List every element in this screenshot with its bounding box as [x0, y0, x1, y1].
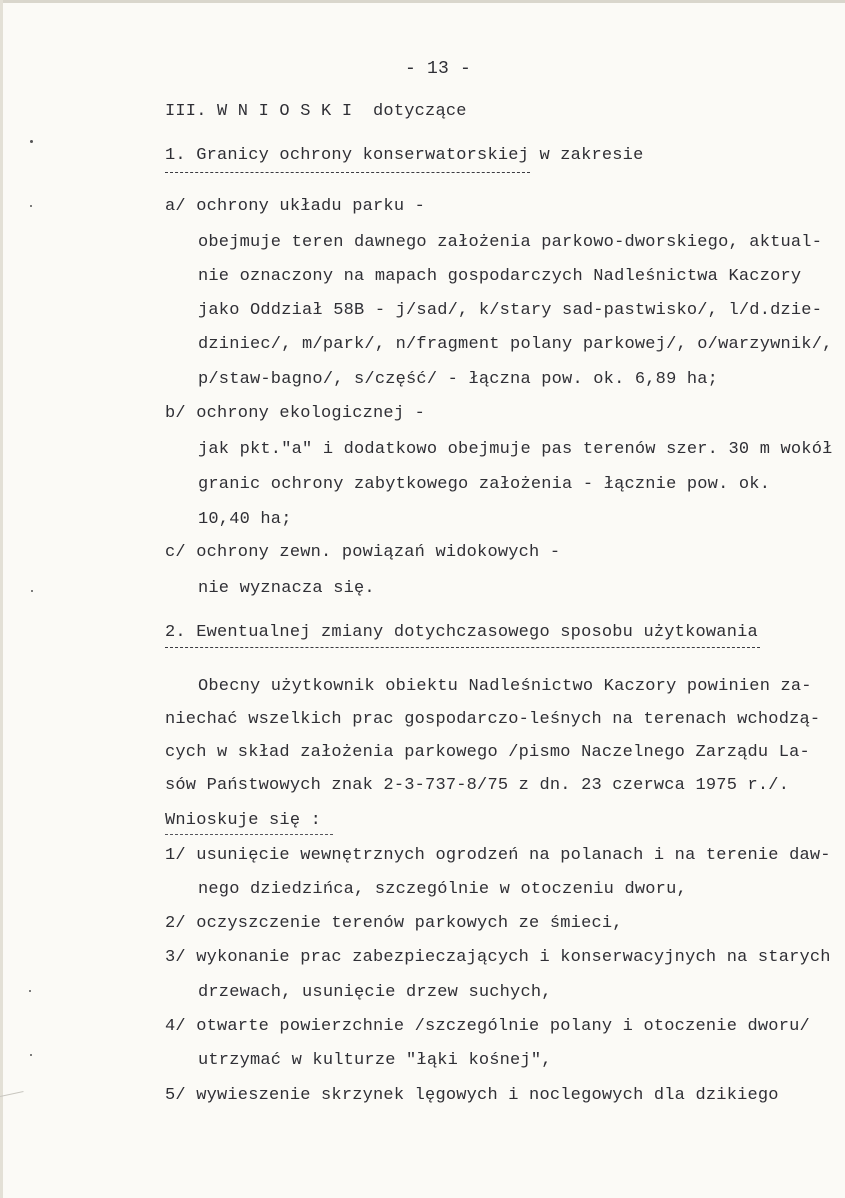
scan-edge-mark — [0, 1091, 24, 1097]
point1-c-line: nie wyznacza się. — [198, 579, 375, 598]
scan-edge-left — [0, 0, 3, 1198]
point2-para-line: sów Państwowych znak 2-3-737-8/75 z dn. 23 czerwca 1975 r./. — [165, 776, 790, 795]
scan-speck — [31, 590, 33, 592]
wnioskuje-label: Wnioskuje się : — [165, 811, 322, 830]
list-item: 1/ usunięcie wewnętrznych ogrodzeń na polanach i na terenie daw- — [165, 846, 831, 865]
list-item: 5/ wywieszenie skrzynek lęgowych i noclegowych dla dzikiego — [165, 1086, 779, 1105]
point2-underline — [165, 647, 760, 648]
point2-title: 2. Ewentualnej zmiany dotychczasowego sposobu użytkowania — [165, 623, 758, 642]
point2-para-line: niechać wszelkich prac gospodarczo-leśnych na terenach wchodzą- — [165, 710, 821, 729]
list-item: 2/ oczyszczenie terenów parkowych ze śmieci, — [165, 914, 623, 933]
point1-a-line: jako Oddział 58B - j/sad/, k/stary sad-pastwisko/, l/d.dzie- — [198, 301, 823, 320]
scan-speck — [29, 990, 31, 992]
list-item: 3/ wykonanie prac zabezpieczających i konserwacyjnych na starych — [165, 948, 831, 967]
scan-speck — [30, 205, 32, 207]
point1-a-line: nie oznaczony na mapach gospodarczych Nadleśnictwa Kaczory — [198, 267, 802, 286]
list-item-continuation: nego dziedzińca, szczególnie w otoczeniu dworu, — [198, 880, 687, 899]
point1-a-head: a/ ochrony układu parku - — [165, 197, 426, 216]
section-heading: III. W N I O S K I dotyczące — [165, 102, 467, 121]
point1-b-line: jak pkt."a" i dodatkowo obejmuje pas terenów szer. 30 m wokół — [198, 440, 833, 459]
point1-c-head: c/ ochrony zewn. powiązań widokowych - — [165, 543, 561, 562]
list-item-continuation: utrzymać w kulturze "łąki kośnej", — [198, 1051, 552, 1070]
list-item: 4/ otwarte powierzchnie /szczególnie polany i otoczenie dworu/ — [165, 1017, 810, 1036]
page-number: - 13 - — [405, 59, 472, 79]
scan-speck — [30, 140, 33, 143]
point1-a-line: p/staw-bagno/, s/część/ - łączna pow. ok. 6,89 ha; — [198, 370, 719, 389]
point1-b-line: 10,40 ha; — [198, 510, 292, 529]
list-item-continuation: drzewach, usunięcie drzew suchych, — [198, 983, 552, 1002]
point1-b-line: granic ochrony zabytkowego założenia - łącznie pow. ok. — [198, 475, 771, 494]
point1-b-head: b/ ochrony ekologicznej - — [165, 404, 426, 423]
point1-underline — [165, 172, 530, 173]
point1-a-line: dziniec/, m/park/, n/fragment polany parkowej/, o/warzywnik/, — [198, 335, 833, 354]
wnioskuje-underline — [165, 834, 333, 835]
scan-speck — [30, 1054, 32, 1056]
point2-para-line: Obecny użytkownik obiektu Nadleśnictwo Kaczory powinien za- — [198, 677, 812, 696]
point1-title: 1. Granicy ochrony konserwatorskiej w zakresie — [165, 146, 644, 165]
scan-edge-top — [0, 0, 845, 3]
point1-a-line: obejmuje teren dawnego założenia parkowo-dworskiego, aktual- — [198, 233, 823, 252]
point2-para-line: cych w skład założenia parkowego /pismo Naczelnego Zarządu La- — [165, 743, 810, 762]
